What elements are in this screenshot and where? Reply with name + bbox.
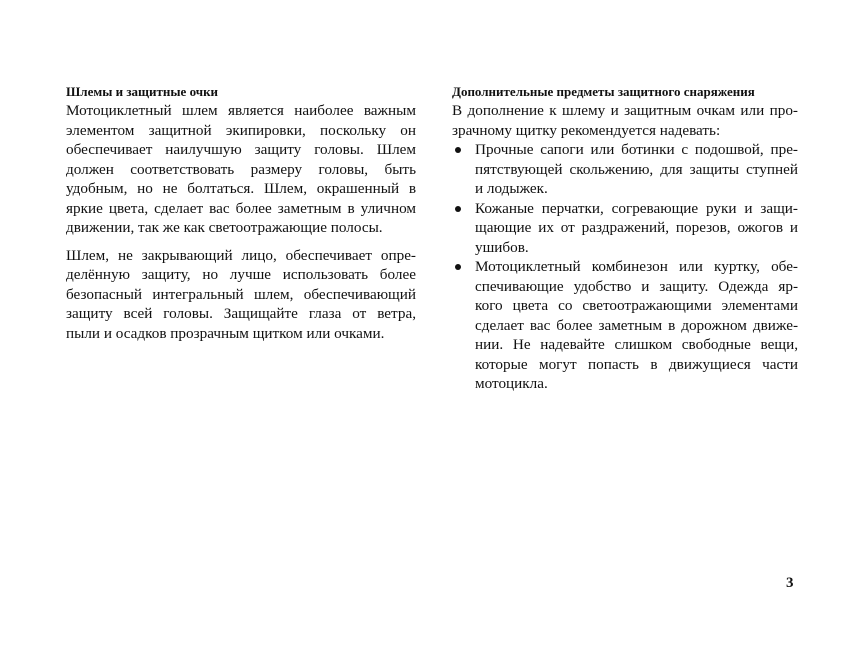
text-line: Прочные сапоги или ботинки с подошвой, пре-: [475, 141, 798, 158]
text-line: и лодыжек.: [475, 180, 548, 197]
bullet-item: [452, 140, 798, 199]
text-line: сделает вас более заметным в дорожном движе-: [475, 316, 798, 334]
section-heading-helmets: Шлемы и защитные очки: [66, 84, 219, 99]
text-line: которые могут попасть в движущиеся части: [475, 355, 798, 373]
text-line: защиту всей головы. Защищайте глаза от ветра,: [66, 305, 416, 322]
text-line: пыли и осадков прозрачным щитком или очками.: [66, 324, 385, 342]
right-column: [452, 83, 798, 394]
text-line: Кожаные перчатки, согревающие руки и защи-: [475, 199, 798, 217]
text-line: должен соответствовать размеру головы, быть: [66, 160, 416, 178]
text-line: элементом защитной экипировки, поскольку он: [66, 121, 416, 139]
text-line: делённую защиту, но лучше использовать более: [66, 266, 416, 283]
text-line: В дополнение к шлему и защитным очкам или про-: [452, 102, 798, 119]
paragraph: [66, 246, 416, 344]
bullet-icon: [455, 206, 461, 212]
text-line: зрачному щитку рекомендуется надевать:: [452, 121, 721, 139]
text-line: кого цвета со светоотражающими элементами: [475, 297, 798, 314]
text-line: ушибов.: [475, 238, 529, 256]
paragraph: [66, 101, 416, 238]
text-line: щающие их от раздражений, порезов, ожогов и: [475, 219, 798, 236]
text-line: яркие цвета, сделает вас более заметным в уличном: [66, 199, 416, 217]
left-column: [66, 83, 416, 351]
text-line: Шлем, не закрывающий лицо, обеспечивает опре-: [66, 246, 416, 264]
text-line: обеспечивает наилучшую защиту головы. Шлем: [66, 141, 416, 158]
page-number: 3: [786, 575, 794, 591]
text-line: мотоцикла.: [475, 375, 548, 392]
text-line: нии. Не надевайте слишком свободные вещи,: [475, 336, 798, 353]
text-line: пятствующей скольжению, для защиты ступней: [475, 160, 798, 178]
text-line: движении, так же как светоотражающие полосы.: [66, 219, 383, 236]
text-line: спечивающие удобство и защиту. Одежда яр-: [475, 277, 798, 295]
text-line: Мотоциклетный шлем является наиболее важным: [66, 102, 416, 119]
bullet-icon: [455, 264, 461, 270]
text-line: безопасный интегральный шлем, обеспечивающий: [66, 285, 416, 303]
section-heading-additional-gear: Дополнительные предметы защитного снаряжения: [452, 84, 755, 99]
bullet-item: [452, 257, 798, 394]
bullet-item: [452, 199, 798, 258]
text-line: удобным, но не болтаться. Шлем, окрашенный в: [66, 180, 416, 197]
bullet-icon: [455, 147, 461, 153]
text-line: Мотоциклетный комбинезон или куртку, обе-: [475, 258, 798, 275]
